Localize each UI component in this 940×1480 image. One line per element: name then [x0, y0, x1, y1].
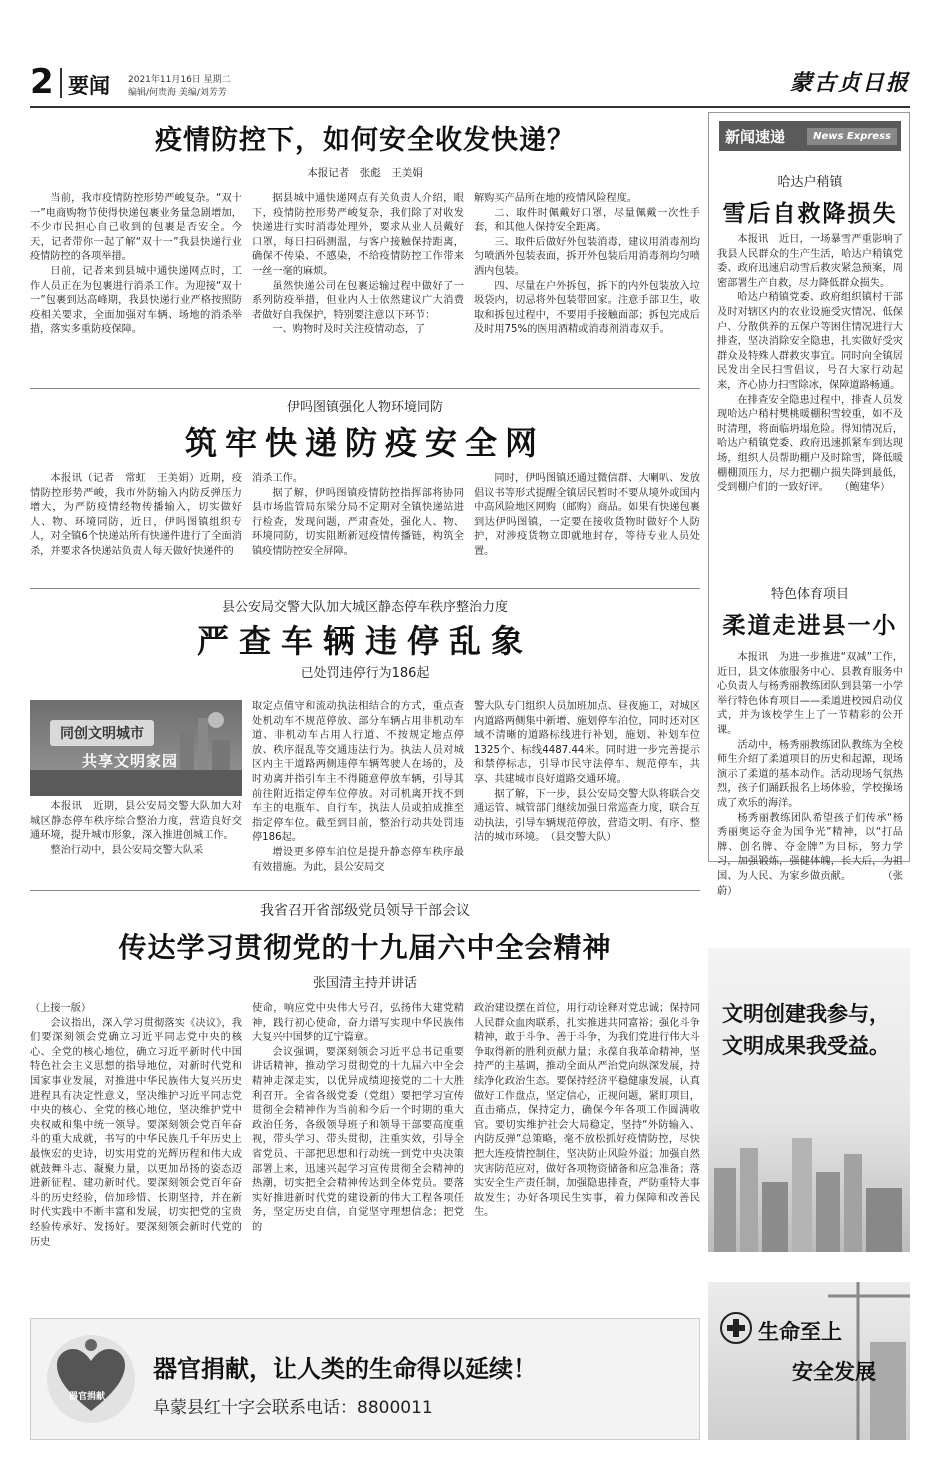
story1-kicker: 哈达户稍镇 — [777, 175, 843, 190]
article1-title: 疫情防控下，如何安全收发快递？ — [155, 125, 575, 156]
story2-title: 柔道走进县一小 — [722, 612, 898, 639]
city-banner-photo — [30, 700, 242, 796]
article4-col3: 政治建设摆在首位，用行动诠释对党忠诚；保持同人民群众血肉联系，扎实推进共同富裕；强化斗争精神，敢于斗争、善于斗争，为我们党进行伟大斗争取得新的胜利贡献力量；永葆自我革命精神，坚持严的主基调，推动全面从严治党向纵深发展，持续净化政治生态。要保持经济平稳健康发展，认真做好工作盘点，坚定信心，正视问题，紧盯项目，直击痛点，保持定力，确保今年各项工作圆满收官。要切实维护社会大局稳定，坚持“外防输入、内防反弹”总策略，毫不放松抓好疫情防控，尽快把大连疫情控制住，坚决防止风险外溢；加强自然灾害防范应对，做好各项物资储备和应急准备；落实安全生产责任制，加强隐患排查，严防重特大事故发生；办好各项民生实事，着力保障和改善民生。 — [474, 1003, 700, 1219]
article3-col2: 取定点值守和流动执法相结合的方式，重点查处机动车不规范停放、部分车辆占用非机动车道、非机动车占用人行道、不按规定地点停放、秩序混乱等交通违法行为。执法人员对城区内主干道路两侧违停车辆驾驶人在场的，及时劝离并指引车主不得随意停放车辆，引导其前往附近指定停车位停放。对司机离开找不到车主的电瓶车、自行车，执法人员或拍成推至指定停车位。截至到目前，整治行动共处罚违停186起。 增设更多停车泊位是提升静态停车秩序最有效措施。为此，县公安局交 — [252, 701, 464, 873]
ad-safety-line2: 安全发展 — [792, 1360, 876, 1384]
article3-col1: 本报讯 近期，县公安局交警大队加大对城区静态停车秩序综合整治力度，营造良好交通环境，提升城市形象，深入推进创城工作。 整治行动中，县公安局交警大队采 — [30, 801, 242, 856]
story1-body: 本报讯 近日，一场暴雪严重影响了我县人民群众的生产生活，哈达户稍镇党委、政府迅速启动雪后救灾紧急预案，周密部署生产自救，尽力降低群众损失。 哈达户稍镇党委、政府组织镇村干部及时对辖区内的农业设施受灾情况、低保户、分散供养的五保户等困住情况进行大排查，坚决消除安全隐患，扎实做好受灾群众及特殊人群救灾事宜。同时向全镇居民发出全民扫雪倡议，号召大家行动起来，齐心协力扫雪除冰，保障道路畅通。 在排查安全隐患过程中，排查人员发现哈达户稍村樊桃暖棚积雪较重，如不及时清理，将面临坍塌危险。得知情况后，哈达户稍镇党委、政府迅速抓紧车到达现场，组织人员帮助棚户及时除雪，降低暖棚棚顶压力，尽力把棚户损失降到最低，受到棚户们的一致好评。 （鲍建华） — [717, 234, 903, 494]
article3-kicker: 县公安局交警大队加大城区静态停车秩序整治力度 — [221, 600, 508, 615]
ad-safety — [708, 1282, 910, 1440]
ad-organ-contact: 阜蒙县红十字会联系电话：8800011 — [153, 1398, 433, 1418]
article2-col3: 同时，伊吗图镇还通过微信群、大喇叭、发放倡议书等形式提醒全镇居民暂时不要从境外或国内中高风险地区网购（邮购）商品。如果有快递包裹到达伊吗图镇，一定要在接收货物时做好个人防护，对涉疫货物立即就地封存，等待专业人员处置。 — [474, 473, 700, 557]
ad-civilization-line2: 文明成果我受益。 — [722, 1034, 890, 1058]
article4-col1: （上接一版） 会议指出，深入学习贯彻落实《决议》，我们要深刻领会党确立习近平同志党中央的核心、全党的核心地位，确立习近平新时代中国特色社会主义思想的指导地位，对新时代党和国家事业发展，对推进中华民族伟大复兴历史进程具有决定性意义，坚决维护习近平同志党中央的核心、全党的核心地位，坚决维护党中央权威和集中统一领导。要深刻领会党百年奋斗的重大成就，书写的中华民族几千年历史上最恢宏的史诗，切实用党的光辉历程和伟大成就鼓舞斗志、凝聚力量，以更加昂扬的姿态迈进新征程、建功新时代。要深刻领会党百年奋斗的历史经验，倍加珍惜、长期坚持，并在新时代实践中不断丰富和发展，切实把党的宝贵经验传承好、发扬好。要深刻领会新时代党的历史 — [30, 1003, 242, 1248]
article4-title: 传达学习贯彻党的十九届六中全会精神 — [118, 931, 612, 964]
article4-kicker: 我省召开省部级党员领导干部会议 — [260, 903, 470, 919]
article1-col3: 解购买产品所在地的疫情风险程度。 二、取件时佩戴好口罩，尽量佩戴一次性手套，和其他人保持安全距离。 三、取件后做好外包装消毒，建议用消毒剂均匀喷洒外包装表面，拆开外包装后用消毒剂均匀喷洒内包装。 四、尽量在户外拆包，拆下的内外包装放入垃圾袋内，切忌将外包装带回家。注意手部卫生，收取和拆包过程中，不要用手接触面部；拆包完成后及时用75%的医用酒精或消毒剂消毒双手。 — [474, 193, 700, 336]
article2-col2: 消杀工作。 据了解，伊吗图镇疫情防控指挥部将协同县市场监管局东梁分局不定期对全镇快递站进行检查，发现问题，严肃查处，强化人、物、环境同防，切实阻断新冠疫情传播链，构筑全镇疫情防控安全屏障。 — [252, 473, 464, 557]
article3-title: 严查车辆违停乱象 — [196, 622, 533, 660]
ad-civilization — [708, 948, 910, 1252]
skyline-graphic — [30, 700, 242, 796]
ad-civilization-line1: 文明创建我参与， — [722, 1002, 890, 1026]
news-express-badge — [719, 121, 901, 151]
masthead-rule — [30, 106, 910, 108]
banner-top: 同创文明城市 — [50, 720, 154, 746]
masthead-divider — [60, 68, 62, 98]
safety-cross-icon — [720, 1312, 752, 1344]
ad-organ-headline: 器官捐献，让人类的生命得以延续！ — [153, 1355, 537, 1383]
section-name: 要闻 — [68, 74, 110, 98]
article1-col2: 据县城中通快递网点有关负责人介绍，眼下，疫情防控形势严峻复杂，我们除了对收发快递进行实时消毒处理外，要求从业人员戴好口罩，每日扫码测温，与客户接触保持距离，确保不传染、不感染，不给疫情防控工作带来一丝一毫的麻烦。 虽然快递公司在包裹运输过程中做好了一系列防疫举措，但业内人士依然建议广大消费者做好自我保护，特别要注意以下环节： 一、购物时及时关注疫情动态，了 — [252, 193, 464, 336]
organ-logo-label: 器官捐献 — [69, 1392, 106, 1402]
article4-col2: 使命，响应党中央伟大号召，弘扬伟大建党精神，践行初心使命，奋力谱写实现中华民族伟大复兴中国梦的辽宁篇章。 会议强调，要深刻领会习近平总书记重要讲话精神，推动学习贯彻党的十九届六中全会精神走深走实，以优异成绩迎接党的二十大胜利召开。全省各级党委（党组）要把学习宣传贯彻全会精神作为当前和今后一个时期的重大政治任务，各级领导班子和领导干部要高度重视，带头学习、带头贯彻，注重实效，引导全省党员、干部把思想和行动统一到党中央决策部署上来，迅速兴起学习宣传贯彻全会精神的热潮，切实把全会精神传达到全体党员。要落实好推进新时代党的建设新的伟大工程各项任务，坚定历史自信，自觉坚守理想信念；把党的 — [252, 1003, 464, 1233]
organ-donation-heart-icon — [45, 1333, 137, 1425]
badge-cn: 新闻速递 — [725, 127, 786, 146]
story2-kicker: 特色体育项目 — [770, 587, 849, 602]
paper-logo: 蒙古贞日报 — [789, 70, 910, 96]
article4-subtitle: 张国清主持并讲话 — [312, 976, 417, 991]
divider — [30, 388, 700, 389]
story2-body: 本报讯 为进一步推进“双减”工作，近日，县文体旅服务中心、县教育服务中心负责人与杨秀丽教练团队到县第一小学举行特色体育项目——柔道进校园启动仪式，并为该校学生上了一节精彩的公开课。 活动中，杨秀丽教练团队教练为全校师生介绍了柔道项目的历史和起源，现场演示了柔道的基本动作。活动现场气氛热烈，孩子们踊跃报名上场体验，学校操场成了欢乐的海洋。 杨秀丽教练团队希望孩子们传承“杨秀丽奥运夺金为国争光”精神，以“打品牌、创名牌、夺金牌”为目标，努力学习，加强锻炼，强健体魄，长大后，为祖国、为人民、为家乡做贡献。 （张 蔚） — [717, 652, 914, 897]
city-skyline-graphic — [708, 1128, 910, 1252]
divider — [30, 588, 700, 589]
page-number: 2 — [30, 62, 54, 102]
article2-title: 筑牢快递防疫安全网 — [184, 424, 545, 462]
editor-line: 编辑/何贵海 美编/刘芳芳 — [128, 88, 227, 98]
article1-byline: 本报记者 张彪 王美娟 — [307, 167, 423, 179]
ad-safety-line1: 生命至上 — [758, 1320, 842, 1344]
masthead — [30, 60, 910, 106]
banner-bottom: 共享文明家园 — [82, 752, 179, 770]
ad-organ-donation — [30, 1318, 700, 1440]
article3-col3: 警大队专门组织人员加班加点、昼夜施工，对城区内道路两侧集中新增、施划停车泊位，同时还对区域不清晰的道路标线进行补划，施划、补划车位1325个、标线4487.44米。同时进一步完善提示和禁停标志，引导市民守法停车、规范停车，共享、共建城市良好道路交通环境。 据了解，下一步，县公安局交警大队将联合交通运管、城管部门继续加强日常巡查力度，联合互动执法，引导车辆规范停放，营造文明、有序、整洁的城市环境。 （县交警大队） — [474, 701, 700, 844]
article2-kicker: 伊吗图镇强化人物环境同防 — [286, 400, 443, 415]
divider — [30, 890, 700, 891]
date-line: 2021年11月16日 星期二 — [128, 75, 231, 85]
story1-title: 雪后自救降损失 — [722, 200, 898, 227]
badge-en: News Express — [807, 128, 897, 145]
sidebar-news-express — [708, 112, 914, 897]
article3-subtitle: 已处罚违停行为186起 — [300, 666, 430, 681]
article2-col1: 本报讯（记者 常虹 王美娟）近期，疫情防控形势严峻，我市外防输入内防反弹压力增大，为严防疫情经物传播输入，切实做好人、物、环境同防，近日，伊吗图镇组织专人，对全镇6个快递站所有快递件进行了全面消杀，并要求各快递站负责人每天做好快递件的 — [30, 473, 242, 557]
article1-col1: 当前，我市疫情防控形势严峻复杂。“双十一”电商购物节使得快递包裹业务量急剧增加，不少市民担心自己收到的包裹是否安全。今天，记者带你一起了解“双十一”我县快递行业疫情防控的各项举措。 日前，记者来到县城中通快递网点时，工作人员正在为包裹进行消杀工作。为迎接“双十一”包裹到达高峰期，我县快递行业严格按照防疫相关要求，全面加强对车辆、场地的消杀举措，落实多重防疫保障。 — [30, 193, 242, 336]
